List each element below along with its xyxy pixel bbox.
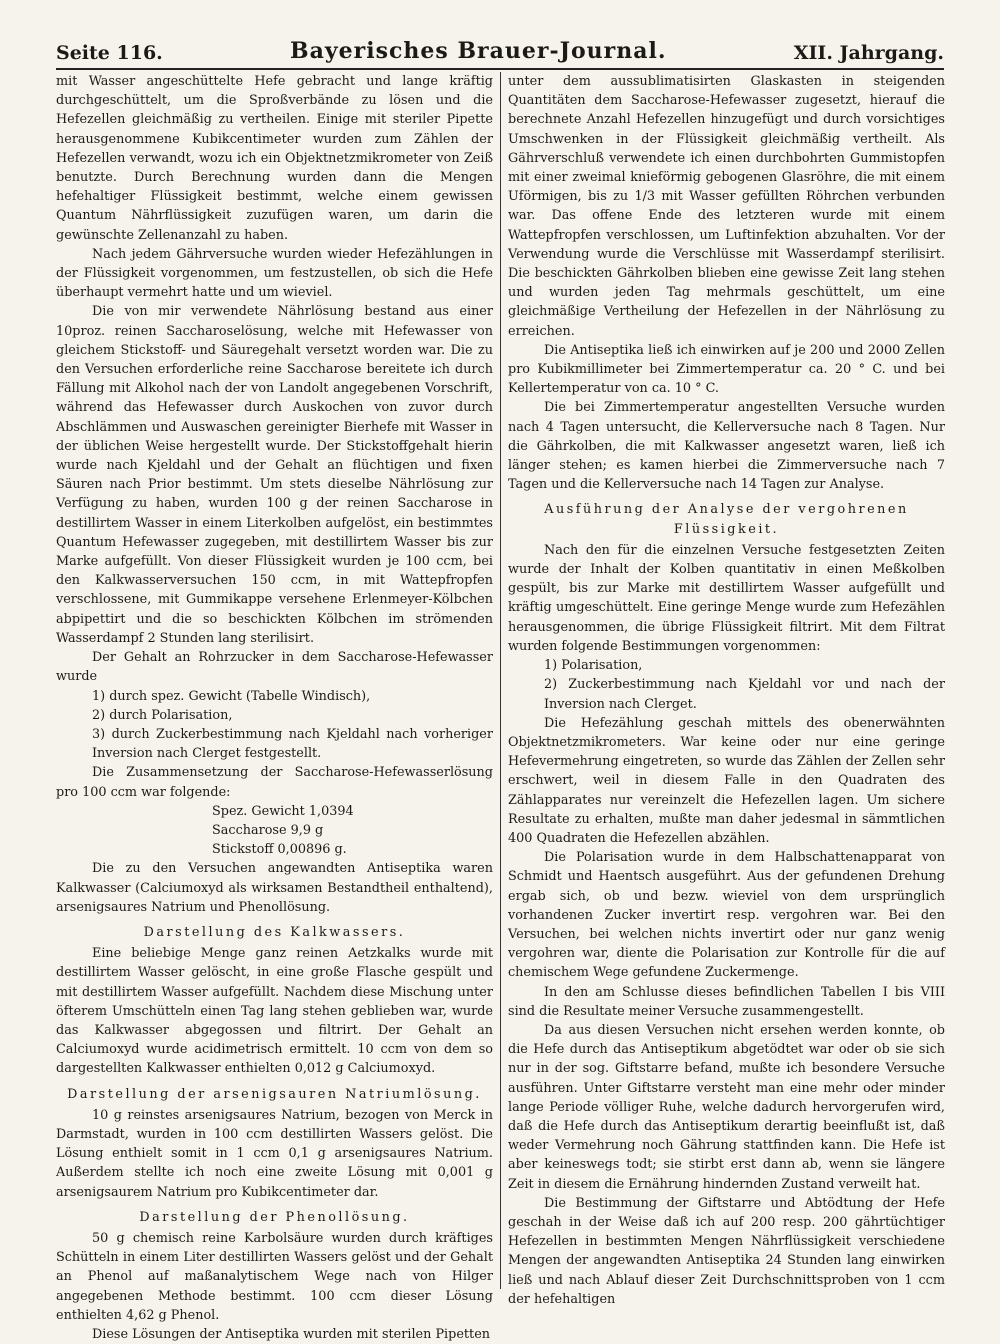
paragraph: Die Antiseptika ließ ich einwirken auf je 200 und 2000 Zellen pro Kubikmillimeter bei Zimmertemperatur ca. 20 ° C. und bei Kellertemperatur von ca. 10 ° C. <box>508 342 945 397</box>
paragraph: 10 g reinstes arsenigsaures Natrium, bezogen von Merck in Darmstadt, wurden in 100 ccm destillirten Wassers gelöst. Die Lösung enthielt somit in 1 ccm 0,1 g arsenigsaures Natrium. Außerdem stellte ich noch eine zweite Lösung mit 0,001 g arsenigsaurem Natrium pro Kubikcentimeter dar. <box>56 1107 493 1200</box>
section-heading: Darstellung der arsenigsauren Natriumlösung. <box>67 1086 482 1102</box>
list-item: 2) durch Polarisation, <box>92 707 233 723</box>
section-heading: Ausführung der Analyse der vergohrenen Flüssigkeit. <box>544 502 909 537</box>
paragraph: Die von mir verwendete Nährlösung bestand aus einer 10proz. reinen Saccharoselösung, welche mit Hefewasser von gleichem Stickstoff- und Säuregehalt versetzt worden war. Die zu den Versuchen erforderliche reine Saccharose bereitete ich durch Fällung mit Alkohol nach der von Landolt angegebenen Vorschrift, während das Hefewasser durch Auskochen von zuvor durch Abschlämmen und Auswaschen gereinigter Bierhefe mit Wasser in der üblichen Weise hergestellt wurde. Der Stickstoffgehalt hierin wurde nach Kjeldahl und der Gehalt an flüchtigen und fixen Säuren nach Prior bestimmt. Um stets dieselbe Nährlösung zur Verfügung zu haben, wurden 100 g der reinen Saccharose in destillirtem Wasser in einem Literkolben aufgelöst, ein bestimmtes Quantum Hefewasser zugegeben, mit destillirtem Wasser bis zur Marke aufgefüllt. Von dieser Flüssigkeit wurden je 100 ccm, bei den Kalkwasserversuchen 150 ccm, in mit Wattepfropfen verschlossene, mit Gummikappe versehene Erlenmeyer-Kölbchen abpipettirt und die so beschickten Kölbchen im strömenden Wasserdampf 2 Stunden lang sterilisirt. <box>56 304 493 646</box>
composition-list <box>212 802 412 860</box>
list-item: 1) durch spez. Gewicht (Tabelle Windisch), <box>92 688 371 704</box>
paragraph: Da aus diesen Versuchen nicht ersehen werden konnte, ob die Hefe durch das Antiseptikum abgetödtet war oder ob sie sich nur in der sog. Giftstarre befand, mußte ich besondere Versuche ausführen. Unter Giftstarre versteht man eine mehr oder minder lange Periode völliger Ruhe, welche dadurch hervorgerufen wird, daß die Hefe durch das Antiseptikum derartig beeinflußt ist, daß weder Vermehrung noch Gährung stattfinden kann. Die Hefe ist aber keineswegs todt; sie stirbt erst dann ab, wenn sie längere Zeit in diesem die Ernährung hindernden Zustand verweilt hat. <box>508 1022 945 1192</box>
paragraph: Die bei Zimmertemperatur angestellten Versuche wurden nach 4 Tagen untersucht, die Kellerversuche nach 8 Tagen. Nur die Gährkolben, die mit Kalkwasser angesetzt waren, ließ ich länger stehen; es kamen hierbei die Zimmerversuche nach 7 Tagen und die Kellerversuche nach 14 Tagen zur Analyse. <box>508 400 945 493</box>
paragraph: unter dem aussublimatisirten Glaskasten in steigenden Quantitäten dem Saccharose-Hefewasser zugesetzt, hierauf die berechnete Anzahl Hefezellen hinzugefügt und durch vorsichtiges Umschwenken in der Flüssigkeit gleichmäßig vertheilt. Als Gährverschluß verwendete ich einen durchbohrten Gummistopfen mit einer zweimal knieförmig gebogenen Glasröhre, die mit einem Uförmigen, bis zu 1/3 mit Wasser gefüllten Röhrchen verbunden war. Das offene Ende des letzteren wurde mit einem Wattepfropfen verschlossen, um Luftinfektion abzuhalten. Vor der Verwendung wurde die Verschlüsse mit Wasserdampf sterilisirt. Die beschickten Gährkolben blieben eine gewisse Zeit lang stehen und wurden jeden Tag mehrmals geschüttelt, um eine gleichmäßige Vertheilung der Hefezellen in der Nährlösung zu erreichen. <box>508 74 945 339</box>
paragraph: Die Polarisation wurde in dem Halbschattenapparat von Schmidt und Haentsch ausgeführt. Aus der gefundenen Drehung ergab sich, ob und bezw. wieviel von dem ursprünglich vorhandenen Zucker invertirt resp. vergohren war. Bei den Versuchen, bei welchen nichts invertirt oder nur ganz wenig vergohren war, diente die Polarisation zur Kontrolle für die auf chemischem Wege gefundene Zuckermenge. <box>508 850 945 981</box>
page-number: Seite 116. <box>56 42 163 64</box>
paragraph: Diese Lösungen der Antiseptika wurden mit sterilen Pipetten <box>92 1327 491 1342</box>
list-item: 3) durch Zuckerbestimmung nach Kjeldahl nach vorheriger Inversion nach Clerget festgestellt. <box>92 726 493 762</box>
journal-title: Bayerisches Brauer-Journal. <box>290 38 667 64</box>
paragraph: 50 g chemisch reine Karbolsäure wurden durch kräftiges Schütteln in einem Liter destillirten Wassers gelöst und der Gehalt an Phenol auf maßanalytischem Wege nach von Hilger angegebenen Methode bestimmt. 100 ccm dieser Lösung enthielten 4,62 g Phenol. <box>56 1230 493 1323</box>
composition-item: Spez. Gewicht 1,0394 <box>212 803 354 819</box>
list-item: 1) Polarisation, <box>544 658 643 674</box>
paragraph: Der Gehalt an Rohrzucker in dem Saccharose-Hefewasser wurde <box>56 650 493 685</box>
paragraph: Eine beliebige Menge ganz reinen Aetzkalks wurde mit destillirtem Wasser gelöscht, in eine große Flasche gespült und mit destillirtem Wasser aufgefüllt. Nachdem diese Mischung unter öfterem Umschütteln einen Tag lang stehen geblieben war, wurde das Kalkwasser abgegossen und filtrirt. Der Gehalt an Calciumoxyd wurde acidimetrisch ermittelt. 10 ccm von dem so dargestellten Kalkwasser enthielten 0,012 g Calciumoxyd. <box>56 946 493 1077</box>
composition-item: Saccharose 9,9 g <box>212 822 324 838</box>
paragraph: mit Wasser angeschüttelte Hefe gebracht und lange kräftig durchgeschüttelt, um die Sproßverbände zu lösen und die Hefezellen gleichmäßig zu vertheilen. Einige mit steriler Pipette herausgenommene Kubikcentimeter wurden zum Zählen der Hefezellen verwandt, wozu ich ein Objektnetzmikrometer von Zeiß benutzte. Durch Berechnung wurden dann die Mengen hefehaltiger Flüssigkeit bestimmt, welche einem gewissen Quantum Nährflüssigkeit zuzufügen waren, um darin die gewünschte Zellenanzahl zu haben. <box>56 74 493 243</box>
paragraph: Nach jedem Gährversuche wurden wieder Hefezählungen in der Flüssigkeit vorgenommen, um festzustellen, ob sich die Hefe überhaupt vermehrt hatte und um wieviel. <box>56 246 493 301</box>
composition-item: Stickstoff 0,00896 g. <box>212 842 347 858</box>
section-heading: Darstellung des Kalkwassers. <box>143 924 406 940</box>
list-item: 2) Zuckerbestimmung nach Kjeldahl vor und nach der Inversion nach Clerget. <box>544 677 945 712</box>
paragraph: In den am Schlusse dieses befindlichen Tabellen I bis VIII sind die Resultate meiner Versuche zusammengestellt. <box>508 984 945 1019</box>
paragraph: Die zu den Versuchen angewandten Antiseptika waren Kalkwasser (Calciumoxyd als wirksamen Bestandtheil enthaltend), arsenigsaures Natrium und Phenollösung. <box>56 861 493 915</box>
paragraph: Nach den für die einzelnen Versuche festgesetzten Zeiten wurde der Inhalt der Kolben quantitativ in einen Meßkolben gespült, bis zur Marke mit destillirtem Wasser aufgefüllt und kräftig umgeschüttelt. Eine geringe Menge wurde zum Hefezählen herausgenommen, die übrige Flüssigkeit filtrirt. Mit dem Filtrat wurden folgende Bestimmungen vorgenommen: <box>508 542 945 654</box>
page-header <box>56 30 944 70</box>
section-heading: Darstellung der Phenollösung. <box>139 1209 410 1225</box>
right-column <box>508 72 945 1307</box>
paragraph: Die Zusammensetzung der Saccharose-Hefewasserlösung pro 100 ccm war folgende: <box>56 765 493 800</box>
paragraph: Die Bestimmung der Giftstarre und Abtödtung der Hefe geschah in der Weise daß ich auf 200 resp. 200 gährtüchtiger Hefezellen in bestimmten Mengen Nährflüssigkeit verschiedene Mengen der angewandten Antiseptika 24 Stunden lang einwirken ließ und nach Ablauf dieser Zeit Durchschnittsproben von 1 ccm der hefehaltigen <box>508 1195 945 1307</box>
volume-label: XII. Jahrgang. <box>793 42 944 64</box>
paragraph: Die Hefezählung geschah mittels des obenerwähnten Objektnetzmikrometers. War keine oder nur eine geringe Hefevermehrung eingetreten, so wurde das Zählen der Zellen sehr erschwert, weil in diesem Falle in den Quadraten des Zählapparates nur vereinzelt die Hefezellen lagen. Um sichere Resultate zu erhalten, mußte man daher jedesmal in sämmtlichen 400 Quadraten die Hefezellen abzählen. <box>508 715 945 846</box>
column-divider <box>500 72 501 1289</box>
left-column <box>56 72 493 1342</box>
